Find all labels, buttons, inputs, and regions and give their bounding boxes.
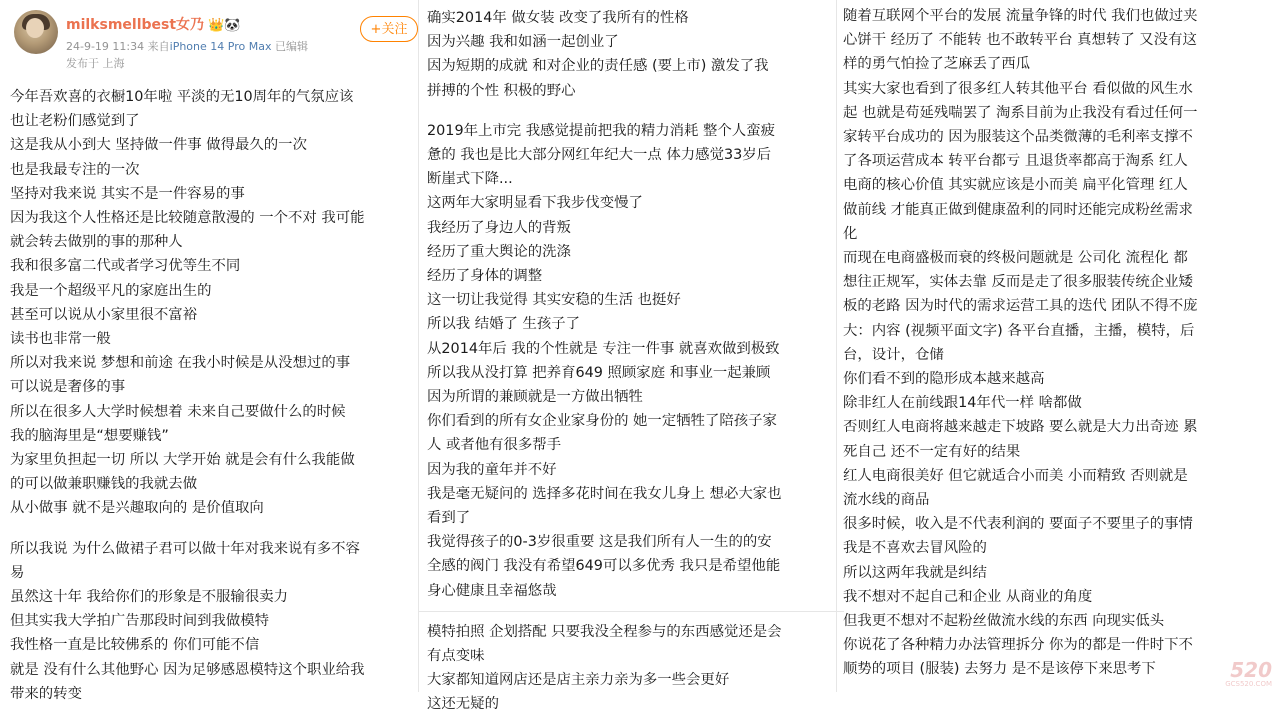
text-line: 看到了 <box>427 510 471 527</box>
text-line: 想往正规军，实体去靠 反而是走了很多服装传统企业矮 <box>843 274 1193 291</box>
column-right <box>836 0 1280 692</box>
text-line: 有点变味 <box>427 648 485 665</box>
text-line: 确实2014年 做女装 改变了我所有的性格 <box>427 10 689 26</box>
text-line: 我和很多富二代或者学习优等生不同 <box>10 258 241 275</box>
post-text-right <box>843 4 1280 682</box>
text-line: 从2014年后 我的个性就是 专注一件事 就喜欢做到极致 <box>427 340 780 357</box>
text-line: 随着互联网个平台的发展 流量争锋的时代 我们也做过夹 <box>843 8 1198 24</box>
text-line: 从小做事 就不是兴趣取向的 是价值取向 <box>10 500 264 517</box>
text-line: 化 <box>843 225 858 242</box>
text-line: 我性格一直是比较佛系的 你们可能不信 <box>10 637 260 654</box>
text-line: 板的老路 因为时代的需求运营工具的迭代 团队不得不庞 <box>843 298 1198 315</box>
text-line: 台，设计，仓储 <box>843 346 944 363</box>
text-line: 顺势的项目 (服装) 去努力 是不是该停下来思考下 <box>843 661 1156 678</box>
text-line: 也是我最专注的一次 <box>10 161 140 178</box>
text-line: 坚持对我来说 其实不是一件容易的事 <box>10 185 245 202</box>
text-line: 起 也就是苟延残喘罢了 淘系目前为止我没有看过任何一 <box>843 104 1198 121</box>
text-line: 可以说是奢侈的事 <box>10 379 126 396</box>
text-line: 我是不喜欢去冒风险的 <box>843 540 987 557</box>
text-line: 这两年大家明显看下我步伐变慢了 <box>427 195 643 212</box>
text-line: 我经历了身边人的背叛 <box>427 219 571 236</box>
text-line: 你说花了各种精力办法管理拆分 你为的都是一件时下不 <box>843 637 1193 654</box>
text-line: 我是毫无疑问的 选择多花时间在我女儿身上 想必大家也 <box>427 485 782 502</box>
text-line: 所以我 结婚了 生孩子了 <box>427 316 581 333</box>
text-line: 你们看到的所有女企业家身份的 她一定牺牲了陪孩子家 <box>427 413 777 430</box>
text-line: 所以对我来说 梦想和前途 在我小时候是从没想过的事 <box>10 355 351 372</box>
text-line: 所以这两年我就是纠结 <box>843 564 987 581</box>
text-line: 模特拍照 企划搭配 只要我没全程参与的东西感觉还是会 <box>427 623 782 640</box>
text-line: 我不想对不起自己和企业 从商业的角度 <box>843 588 1093 605</box>
text-line: 人 或者他有很多帮手 <box>427 437 562 454</box>
text-line: 大：内容 (视频平面文字) 各平台直播，主播，模特，后 <box>843 322 1195 339</box>
text-line: 虽然这十年 我给你们的形象是不服输很卖力 <box>10 589 288 606</box>
text-line: 而现在电商盛极而衰的终极问题就是 公司化 流程化 都 <box>843 250 1188 267</box>
text-line: 身心健康且幸福悠哉 <box>427 582 557 599</box>
divider <box>419 611 844 612</box>
text-line: 否则红人电商将越来越走下坡路 要么就是大力出奇迹 累 <box>843 419 1198 436</box>
text-line: 样的勇气怕捡了芝麻丢了西瓜 <box>843 56 1031 73</box>
text-line: 断崖式下降... <box>427 171 513 188</box>
paragraph-gap <box>10 521 418 537</box>
text-line: 读书也非常一般 <box>10 331 111 348</box>
text-line: 但其实我大学拍广告那段时间到我做模特 <box>10 613 270 630</box>
text-line: 我是一个超级平凡的家庭出生的 <box>10 282 212 299</box>
text-line: 全感的阀门 我没有希望649可以多优秀 我只是希望他能 <box>427 558 781 575</box>
text-line: 流水线的商品 <box>843 492 930 509</box>
text-line: 因为兴趣 我和如涵一起创业了 <box>427 34 619 51</box>
text-line: 其实大家也看到了很多红人转其他平台 看似做的风生水 <box>843 80 1193 97</box>
text-line: 带来的转变 <box>10 685 82 702</box>
post-location: 发布于 上海 <box>66 57 125 70</box>
text-line: 我觉得孩子的0-3岁很重要 这是我们所有人一生的的安 <box>427 534 772 551</box>
avatar[interactable] <box>14 10 58 54</box>
text-line: 我的脑海里是“想要赚钱” <box>10 427 169 444</box>
device-link[interactable]: iPhone 14 Pro Max <box>169 40 272 53</box>
column-left <box>0 0 418 702</box>
text-line: 所以我从没打算 把养育649 照顾家庭 和事业一起兼顾 <box>427 364 771 381</box>
text-line: 除非红人在前线跟14年代一样 啥都做 <box>843 395 1082 412</box>
text-line: 甚至可以说从小家里很不富裕 <box>10 306 198 323</box>
text-line: 易 <box>10 564 25 581</box>
post-text-middle <box>427 6 836 603</box>
text-line: 家转平台成功的 因为服装这个品类微薄的毛利率支撑不 <box>843 129 1193 146</box>
text-line: 拼搏的个性 积极的野心 <box>427 82 576 99</box>
text-line: 今年吾欢喜的衣橱10年啦 平淡的无10周年的气氛应该 <box>10 89 354 105</box>
text-line: 死自己 还不一定有好的结果 <box>843 443 1021 460</box>
column-middle <box>418 0 836 713</box>
post-text-left <box>10 85 418 706</box>
post-meta: 24-9-19 11:34 来自iPhone 14 Pro Max 已编辑 <box>66 40 308 53</box>
paragraph-gap <box>427 103 836 119</box>
text-line: 也让老粉们感觉到了 <box>10 113 140 130</box>
text-line: 因为短期的成就 和对企业的责任感 (要上市) 激发了我 <box>427 58 769 75</box>
follow-button[interactable]: +关注 <box>360 16 418 42</box>
text-line: 这还无疑的 <box>427 696 499 713</box>
text-line: 的可以做兼职赚钱的我就去做 <box>10 476 198 493</box>
text-line: 就是 没有什么其他野心 因为足够感恩模特这个职业给我 <box>10 661 365 678</box>
text-line: 因为我这个人性格还是比较随意散漫的 一个不对 我可能 <box>10 210 365 227</box>
text-line: 红人电商很美好 但它就适合小而美 小而精致 否则就是 <box>843 467 1188 484</box>
text-line: 这是我从小到大 坚持做一件事 做得最久的一次 <box>10 137 307 154</box>
watermark-logo: 520 GCS520.COM <box>1225 658 1272 688</box>
text-line: 因为所谓的兼顾就是一方做出牺牲 <box>427 389 643 406</box>
text-line: 大家都知道网店还是店主亲力亲为多一些会更好 <box>427 672 730 689</box>
text-line: 为家里负担起一切 所以 大学开始 就是会有什么我能做 <box>10 452 355 469</box>
text-line: 做前线 才能真正做到健康盈利的同时还能完成粉丝需求 <box>843 201 1193 218</box>
post-text-middle-continued <box>427 620 836 717</box>
text-line: 惫的 我也是比大部分网红年纪大一点 体力感觉33岁后 <box>427 147 772 164</box>
username[interactable]: milksmellbest女乃 👑🐼 <box>66 17 241 33</box>
text-line: 很多时候，收入是不代表利润的 要面子不要里子的事情 <box>843 516 1193 533</box>
text-line: 这一切让我觉得 其实安稳的生活 也挺好 <box>427 292 681 309</box>
text-line: 经历了身体的调整 <box>427 268 543 285</box>
text-line: 所以在很多人大学时候想着 未来自己要做什么的时候 <box>10 403 346 420</box>
text-line: 2019年上市完 我感觉提前把我的精力消耗 整个人蛮疲 <box>427 122 775 139</box>
text-line: 心饼干 经历了 不能转 也不敢转平台 真想转了 又没有这 <box>843 32 1197 49</box>
post-header <box>10 0 418 78</box>
user-badges-icon: 👑🐼 <box>208 18 241 33</box>
text-line: 所以我说 为什么做裙子君可以做十年对我来说有多不容 <box>10 540 360 557</box>
text-line: 经历了重大舆论的洗涤 <box>427 243 571 260</box>
text-line: 你们看不到的隐形成本越来越高 <box>843 371 1045 388</box>
text-line: 因为我的童年并不好 <box>427 461 557 478</box>
text-line: 但我更不想对不起粉丝做流水线的东西 向现实低头 <box>843 613 1165 630</box>
text-line: 了各项运营成本 转平台都亏 且退货率都高于淘系 红人 <box>843 153 1188 170</box>
text-line: 电商的核心价值 其实就应该是小而美 扁平化管理 红人 <box>843 177 1188 194</box>
text-line: 就会转去做别的事的那种人 <box>10 234 183 251</box>
